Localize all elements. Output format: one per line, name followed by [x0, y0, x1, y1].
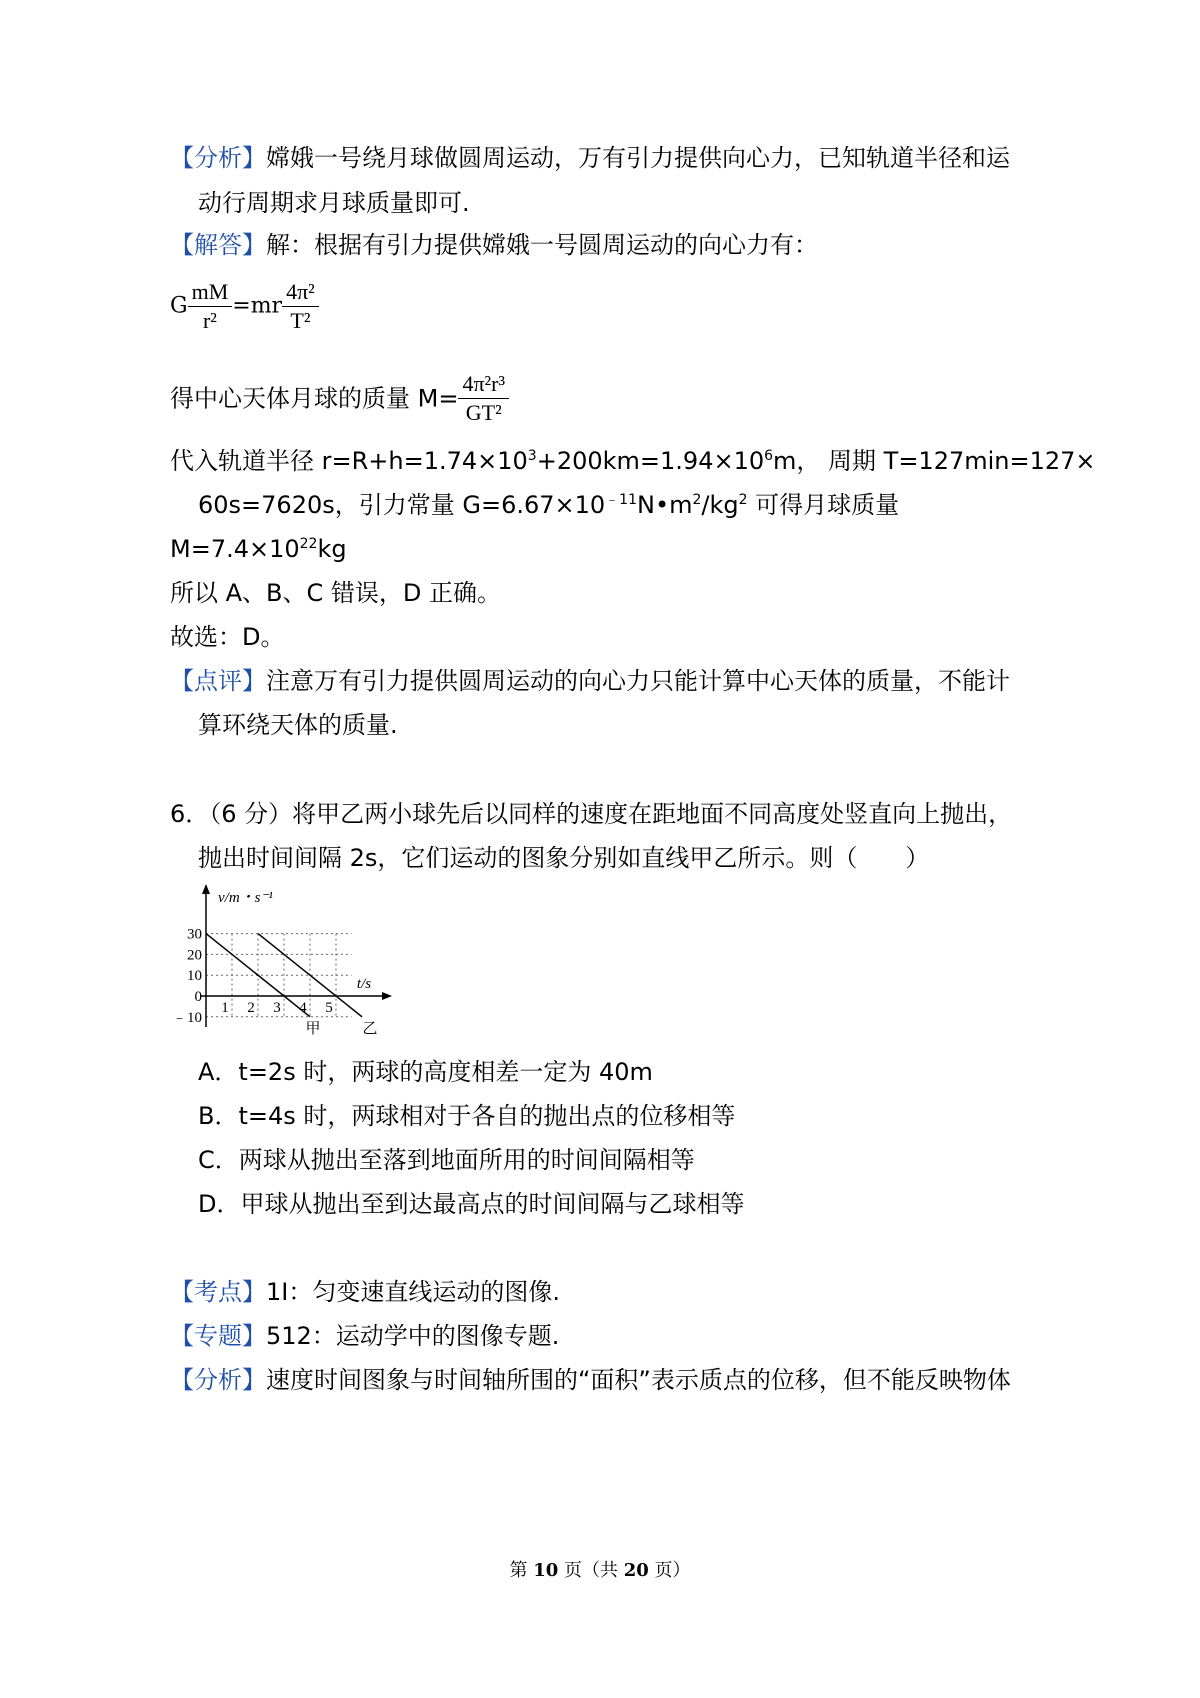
- formula-lhs-numerator: mM: [188, 278, 233, 307]
- analysis-2-paragraph: [170, 1363, 1011, 1397]
- y-axis-arrow: [202, 884, 210, 894]
- formula-lhs-fraction: [188, 278, 233, 335]
- footer-page-number: 10: [533, 1560, 559, 1581]
- y-tick-label: ﹣10: [171, 1009, 202, 1026]
- analysis-2-tag: 【分析】: [170, 1366, 266, 1394]
- formula-rhs-denominator: T²: [290, 308, 311, 333]
- y-tick-label: 30: [187, 926, 202, 943]
- analysis-text-line-2: 动行周期求月球质量即可.: [198, 189, 470, 217]
- moon-mass-numerator: 4π²r³: [458, 370, 509, 399]
- series-label-乙: 乙: [362, 1021, 378, 1037]
- sub-text-g: 可得月球质量: [747, 491, 900, 519]
- solution-paragraph: [170, 228, 818, 262]
- option-c[interactable]: C．两球从抛出至落到地面所用的时间间隔相等: [198, 1146, 695, 1174]
- footer-mid: 页（共: [558, 1560, 624, 1581]
- x-axis-arrow: [382, 992, 392, 1000]
- formula-rhs-fraction: [282, 278, 319, 335]
- formula-lhs-denominator: r²: [202, 308, 217, 333]
- sub-text-b: +200km=1.94×10: [536, 447, 765, 475]
- comment-text-line-2: 算环绕天体的质量.: [198, 711, 398, 739]
- sub-text-c: m， 周期 T=127min=127×: [773, 447, 1096, 475]
- analysis-2-text: 速度时间图象与时间轴所围的“面积”表示质点的位移，但不能反映物体: [266, 1366, 1011, 1394]
- formula-rhs-numerator: 4π²: [282, 278, 319, 307]
- y-tick-label: 20: [187, 947, 202, 964]
- analysis-paragraph-1: [170, 141, 1010, 175]
- gravitation-formula: [170, 278, 319, 335]
- substitution-line-3: [170, 532, 347, 566]
- x-tick-label: 5: [325, 1000, 333, 1016]
- sub-sup-e: 2: [692, 492, 702, 508]
- sub-sup-b: 6: [764, 448, 774, 464]
- zhuanti-text: 512：运动学中的图像专题.: [266, 1322, 560, 1350]
- kaodian-paragraph: [170, 1275, 560, 1309]
- comment-text-line-1: 注意万有引力提供圆周运动的向心力只能计算中心天体的质量，不能计: [266, 667, 1010, 695]
- question-6-line-2: 抛出时间间隔 2s，它们运动的图象分别如直线甲乙所示。则（ ）: [198, 844, 930, 872]
- sub-sup-a: 3: [527, 448, 537, 464]
- sub-sup-f: 2: [738, 492, 748, 508]
- analysis-tag: 【分析】: [170, 144, 266, 172]
- moon-mass-denominator: GT²: [465, 400, 502, 425]
- y-tick-label: 10: [187, 968, 202, 985]
- x-tick-label: 3: [273, 1000, 281, 1016]
- moon-mass-formula: [170, 370, 509, 427]
- velocity-time-chart: [170, 880, 400, 1040]
- zhuanti-tag: 【专题】: [170, 1322, 266, 1350]
- kaodian-text: 1I：匀变速直线运动的图像.: [266, 1278, 560, 1306]
- question-6-line-1: 6．（6 分）将甲乙两小球先后以同样的速度在距地面不同高度处竖直向上抛出，: [170, 800, 1013, 828]
- solution-text: 解：根据有引力提供嫦娥一号圆周运动的向心力有：: [266, 231, 818, 259]
- y-tick-label: 0: [194, 989, 202, 1005]
- comment-tag: 【点评】: [170, 667, 266, 695]
- conclusion-text: 所以 A、B、C 错误，D 正确。: [170, 579, 502, 607]
- series-label-甲: 甲: [305, 1021, 321, 1037]
- substitution-line-2: [198, 488, 899, 522]
- x-tick-label: 4: [299, 1000, 307, 1016]
- option-a[interactable]: A．t=2s 时，两球的高度相差一定为 40m: [198, 1058, 653, 1086]
- formula-equals: =mr: [232, 293, 283, 319]
- footer-pre: 第: [509, 1560, 534, 1581]
- moon-mass-prefix: 得中心天体月球的质量 M=: [170, 384, 459, 413]
- x-tick-label: 1: [221, 1000, 229, 1016]
- kaodian-tag: 【考点】: [170, 1278, 266, 1306]
- option-b[interactable]: B．t=4s 时，两球相对于各自的抛出点的位移相等: [198, 1102, 736, 1130]
- zhuanti-paragraph: [170, 1319, 559, 1353]
- comment-paragraph: [170, 664, 1010, 698]
- sub-sup-h: 22: [299, 536, 318, 552]
- sub-text-d: 60s=7620s，引力常量 G=6.67×10: [198, 491, 606, 519]
- x-axis-label: t/s: [356, 976, 372, 992]
- footer-total-pages: 20: [623, 1560, 649, 1581]
- option-d[interactable]: D．甲球从抛出至到达最高点的时间间隔与乙球相等: [198, 1190, 745, 1218]
- formula-g: G: [170, 293, 188, 319]
- sub-text-f: /kg: [701, 491, 739, 519]
- solution-tag: 【解答】: [170, 231, 266, 259]
- page-footer: [0, 1556, 1200, 1582]
- sub-text-e: N•m: [636, 491, 693, 519]
- sub-text-h: M=7.4×10: [170, 535, 300, 563]
- y-axis-label: v/m・s⁻¹: [218, 890, 273, 906]
- moon-mass-fraction: [458, 370, 509, 427]
- analysis-text-line-1: 嫦娥一号绕月球做圆周运动，万有引力提供向心力，已知轨道半径和运: [266, 144, 1010, 172]
- x-tick-label: 2: [247, 1000, 255, 1016]
- footer-post: 页）: [648, 1560, 691, 1581]
- substitution-line-1: [170, 444, 1096, 478]
- sub-text-a: 代入轨道半径 r=R+h=1.74×10: [170, 447, 528, 475]
- sub-text-i: kg: [317, 535, 347, 563]
- sub-sup-d: ﹣11: [605, 492, 637, 508]
- choice-text: 故选：D。: [170, 623, 285, 651]
